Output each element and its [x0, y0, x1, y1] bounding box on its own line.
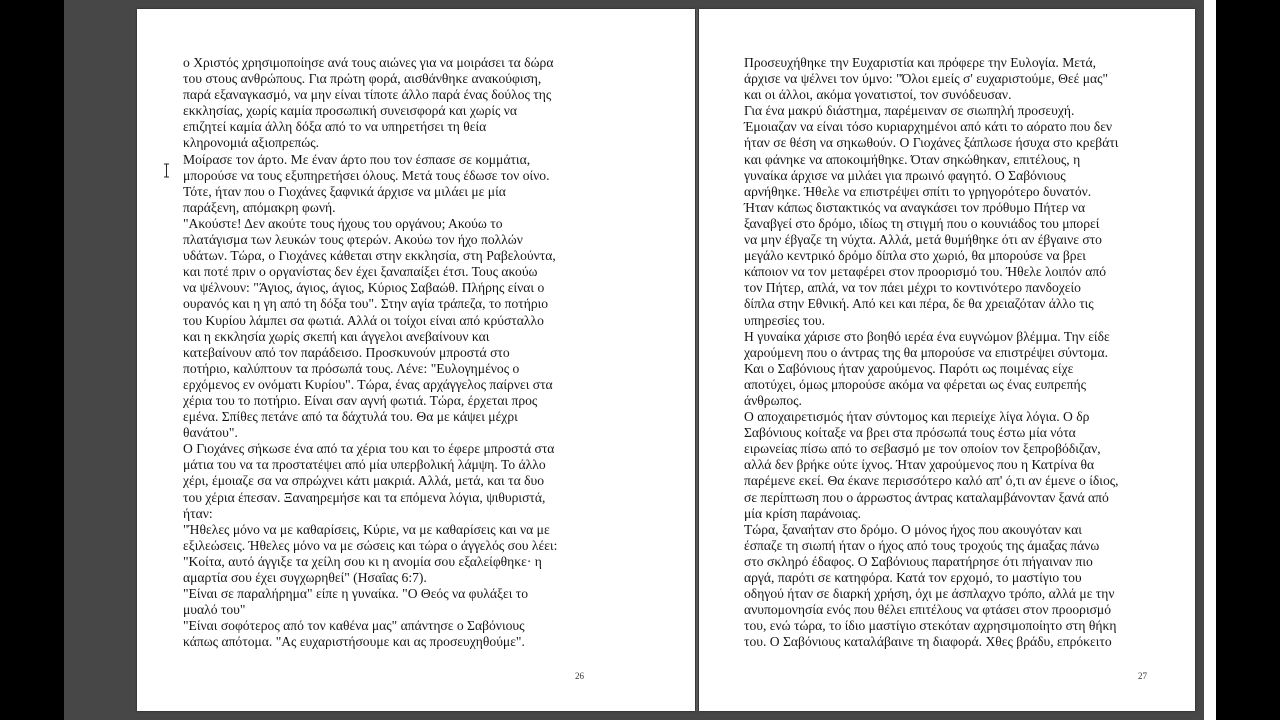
text-line: μία κρίση παράνοιας. — [744, 505, 861, 521]
text-line: τον Πήτερ, απλά, να τον πάει μέχρι το κοντινότερο πανδοχείο — [744, 280, 1081, 296]
text-line: του. Ο Σαβόνιους καταλάβαινε τη διαφορά. Χθες βράδυ, επρόκειτο — [744, 634, 1112, 650]
text-line: και φάνηκε να αποκοιμήθηκε. Όταν σηκώθηκαν, επιτέλους, η — [744, 151, 1081, 167]
right-page[interactable] — [699, 9, 1195, 711]
text-line: Η γυναίκα χάρισε στο βοηθό ιερέα ένα ευγνώμον βλέμμα. Την είδε — [744, 328, 1110, 344]
text-line: εμένα. Σπίθες πετάνε από τα δάχτυλά του. Θα με κάψει μέχρι — [183, 409, 518, 425]
text-line: άρχισε να ψέλνει τον ύμνο: "Όλοι εμείς σ' ευχαριστούμε, Θεέ μας" — [744, 71, 1109, 87]
left-page-number: 26 — [575, 671, 584, 681]
text-line: παρέμενε εκεί. Θα έκανε περισσότερο καλό απ' ό,τι αν έμενε ο ίδιος, — [744, 473, 1119, 489]
text-line: αμαρτία σου έχει συγχωρηθεί" (Ησαΐας 6:7). — [183, 570, 427, 585]
text-line: ποτήριο, καλύπτουν τα πρόσωπά τους. Λένε: "Ευλογημένος ο — [183, 360, 520, 376]
text-line: Τώρα, ξαναήταν στο δρόμο. Ο μόνος ήχος που ακουγόταν και — [744, 521, 1082, 537]
text-line: μάτια του να τα προστατέψει από μία υπερβολική λάμψη. Το άλλο — [183, 457, 546, 473]
text-line: μπορούσε να τους εξυπηρετήσει όλους. Μετά τους έδωσε τον οίνο. — [183, 167, 550, 183]
text-line: κατεβαίνουν από τον παράδεισο. Προσκυνούν μπροστά στο — [183, 344, 510, 360]
text-line: δίπλα στην Εθνική. Από κει και πέρα, δε θα χρειαζόταν άλλο τις — [744, 296, 1094, 312]
text-line: ουρανός και η γη από τη δόξα του". Στην αγία τράπεζα, το ποτήριο — [183, 296, 549, 312]
text-line: έσπαζε τη σιωπή ήταν ο ήχος από τους τροχούς της άμαξας πάνω — [744, 537, 1100, 553]
text-line: χαρούμενη που ο άντρας της θα μπορούσε να επιστρέψει σύντομα. — [744, 344, 1109, 360]
right-page-text — [744, 55, 1119, 650]
text-line: υπηρεσίες του. — [744, 312, 826, 328]
text-line: ειρωνείας πίσω από το σεβασμό με τον οποίον τον ξεπροβόδιζαν, — [744, 441, 1101, 457]
text-line: άνθρωπος. — [744, 392, 802, 408]
text-line: Έμοιαζαν να είναι τόσο κυριαρχημένοι από κάτι το αόρατο που δεν — [744, 119, 1113, 135]
text-cursor-icon — [163, 163, 170, 178]
text-line: παράξενη, απόμακρη φωνή. — [183, 199, 336, 215]
text-line: υδάτων. Τώρα, ο Γιοχάνες κάθεται στην εκκλησία, στη Ραβελούντα, — [183, 248, 556, 264]
text-line: Τότε, ήταν που ο Γιοχάνες ξαφνικά άρχισε να μιλάει με μία — [183, 183, 506, 199]
text-line: να μην έβγαζε τη νύχτα. Αλλά, μετά θυμήθηκε ότι αν έβγαινε στο — [744, 232, 1102, 248]
text-line: Ο αποχαιρετισμός ήταν σύντομος και περιείχε λίγα λόγια. Ο δρ — [744, 409, 1090, 425]
document-viewer[interactable] — [64, 0, 1204, 720]
text-line: "Είναι σε παραλήρημα" είπε η γυναίκα. "Ο Θεός να φυλάξει το — [183, 586, 529, 602]
text-line: "Είναι σοφότερος από τον καθένα μας" απάντησε ο Σαβόνιους — [183, 618, 525, 634]
text-line: κληρονομιά αξιοπρεπώς. — [183, 135, 320, 151]
text-line: αλλά δεν βρήκε ούτε ίχνος. Ήταν χαρούμενος που η Κατρίνα θα — [744, 457, 1095, 473]
text-line: να ψέλνουν: "Άγιος, άγιος, άγιος, Κύριος Σαβαώθ. Πλήρης είναι ο — [183, 280, 545, 296]
text-line: θανάτου". — [183, 425, 238, 441]
text-line: χέρι, έμοιαζε σα να σπρώχνει κάτι μακριά. Αλλά, μετά, και τα δυο — [183, 473, 545, 489]
text-line: πλατάγισμα των λευκών τους φτερών. Ακούω τον ήχο πολλών — [183, 232, 523, 248]
text-line: χέρια του το ποτήριο. Είναι σαν αγνή φωτιά. Τώρα, έρχεται προς — [183, 392, 538, 408]
page-gutter — [696, 9, 698, 711]
text-line: Ήταν κάπως διστακτικός να αναγκάσει τον πρόθυμο Πήτερ να — [744, 199, 1086, 215]
text-line: κάποιον να τον μεταφέρει στον προορισμό του. Ήθελε λοιπόν από — [744, 264, 1107, 280]
text-line: σε περίπτωση που ο άρρωστος άντρας καταλαμβάνονταν ξανά από — [744, 489, 1109, 505]
text-line: γυναίκα άρχισε να μιλάει για πρωινό φαγητό. Ο Σαβόνιους — [744, 167, 1066, 183]
text-line: "Ακούστε! Δεν ακούτε τους ήχους του οργάνου; Ακούω το — [183, 215, 503, 231]
text-line: "Κοίτα, αυτό άγγιξε τα χείλη σου κι η ανομία σου εξαλείφθηκε· η — [183, 553, 542, 569]
text-line: και η εκκλησία χωρίς σκεπή και άγγελοι ανεβαίνουν και — [183, 328, 490, 344]
text-line: Μοίρασε τον άρτο. Με έναν άρτο που τον έσπασε σε κομμάτια, — [183, 151, 531, 167]
text-line: μεγάλο κεντρικό δρόμο δίπλα στο χωριό, θα μπορούσε να βρει — [744, 248, 1086, 264]
text-line: αρνήθηκε. Ήθελε να επιστρέψει σπίτι το γρηγορότερο δυνατόν. — [744, 183, 1092, 199]
text-line: ξαναβγεί στο δρόμο, ιδίως τη στιγμή που ο κουνιάδος του μπορεί — [744, 215, 1100, 231]
text-line: ήταν: — [183, 505, 213, 521]
text-line: Και ο Σαβόνιους ήταν χαρούμενος. Παρότι ως ποιμένας είχε — [744, 360, 1074, 376]
text-line: Για ένα μακρύ διάστημα, παρέμειναν σε σιωπηλή προσευχή. — [744, 103, 1075, 119]
text-line: εξιλεώσεις. Ήθελες μόνο να με σώσεις και τώρα ο άγγελός σου λέει: — [183, 537, 558, 553]
text-line: παρά εξαναγκασμό, να μην είναι τίποτε άλλο παρά ένας δούλος της — [183, 87, 552, 103]
left-page-text — [183, 55, 557, 650]
text-line: του Κυρίου λάμπει σα φωτιά. Αλλά οι τοίχοι είναι από κρύσταλλο — [183, 312, 544, 328]
vertical-scrollbar[interactable] — [1204, 0, 1216, 720]
text-line: ερχόμενος εν ονόματι Κυρίου". Τώρα, ένας αρχάγγελος παίρνει στα — [183, 376, 553, 392]
text-line: ήταν σε θέση να σηκωθούν. Ο Γιοχάνες ξάπλωσε ήσυχα στο κρεβάτι — [744, 135, 1119, 151]
text-line: Ο Γιοχάνες σήκωσε ένα από τα χέρια του και το έφερε μπροστά στα — [183, 441, 555, 457]
text-line: επιζητεί καμία άλλη δόξα από το να υπηρετήσει τη θεία — [183, 119, 487, 135]
text-line: του, ενώ τώρα, το ίδιο μαστίγιο στεκόταν αχρησιμοποίητο στη θήκη — [744, 618, 1117, 634]
text-line: Προσευχήθηκε την Ευχαριστία και πρόφερε την Ευλογία. Μετά, — [744, 55, 1096, 70]
text-line: αποτύχει, όμως μπορούσε ακόμα να φέρεται ως ένας ευπρεπής — [744, 376, 1086, 392]
text-line: "Ήθελες μόνο να με καθαρίσεις, Κύριε, να με καθαρίσεις και να με — [183, 521, 550, 537]
text-line: Σαβόνιους κοίταξε να βρει στα πρόσωπά τους έστω μία νότα — [744, 425, 1076, 441]
text-line: αργά, παρότι σε κατηφόρα. Κατά τον ερχομό, το μαστίγιο του — [744, 570, 1082, 585]
right-page-number: 27 — [1138, 671, 1147, 681]
text-line: οδηγού ήταν σε διαρκή χρήση, όχι με άσπλαχνο τρόπο, αλλά με την — [744, 586, 1115, 602]
left-page[interactable] — [137, 9, 695, 711]
text-line: και οι άλλοι, ακόμα γονατιστοί, τον συνόδευσαν. — [744, 87, 1012, 103]
text-line: του στους ανθρώπους. Για πρώτη φορά, αισθάνθηκε ανακούφιση, — [183, 71, 542, 87]
text-line: ανυπομονησία ενός που θέλει επιτέλους να φτάσει στον προορισμό — [744, 602, 1112, 618]
text-line: και ποτέ πριν ο οργανίστας δεν έχει ξαναπαίξει έτσι. Τους ακούω — [183, 264, 538, 280]
text-line: του χέρια έπεσαν. Ξαναηρεμήσε και τα επόμενα λόγια, ψιθυριστά, — [183, 489, 546, 505]
text-line: ο Χριστός χρησιμοποίησε ανά τους αιώνες για να μοιράσει τα δώρα — [183, 55, 554, 70]
text-line: στο σκληρό έδαφος. Ο Σαβόνιους παρατήρησε ότι πήγαιναν πιο — [744, 553, 1093, 569]
text-line: μυαλό του" — [183, 602, 246, 618]
text-line: κάπως απότομα. "Ας ευχαριστήσουμε και ας προσευχηθούμε". — [183, 634, 525, 650]
text-line: εκκλησίας, χωρίς καμία προσωπική συνεισφορά και χωρίς να — [183, 103, 518, 119]
